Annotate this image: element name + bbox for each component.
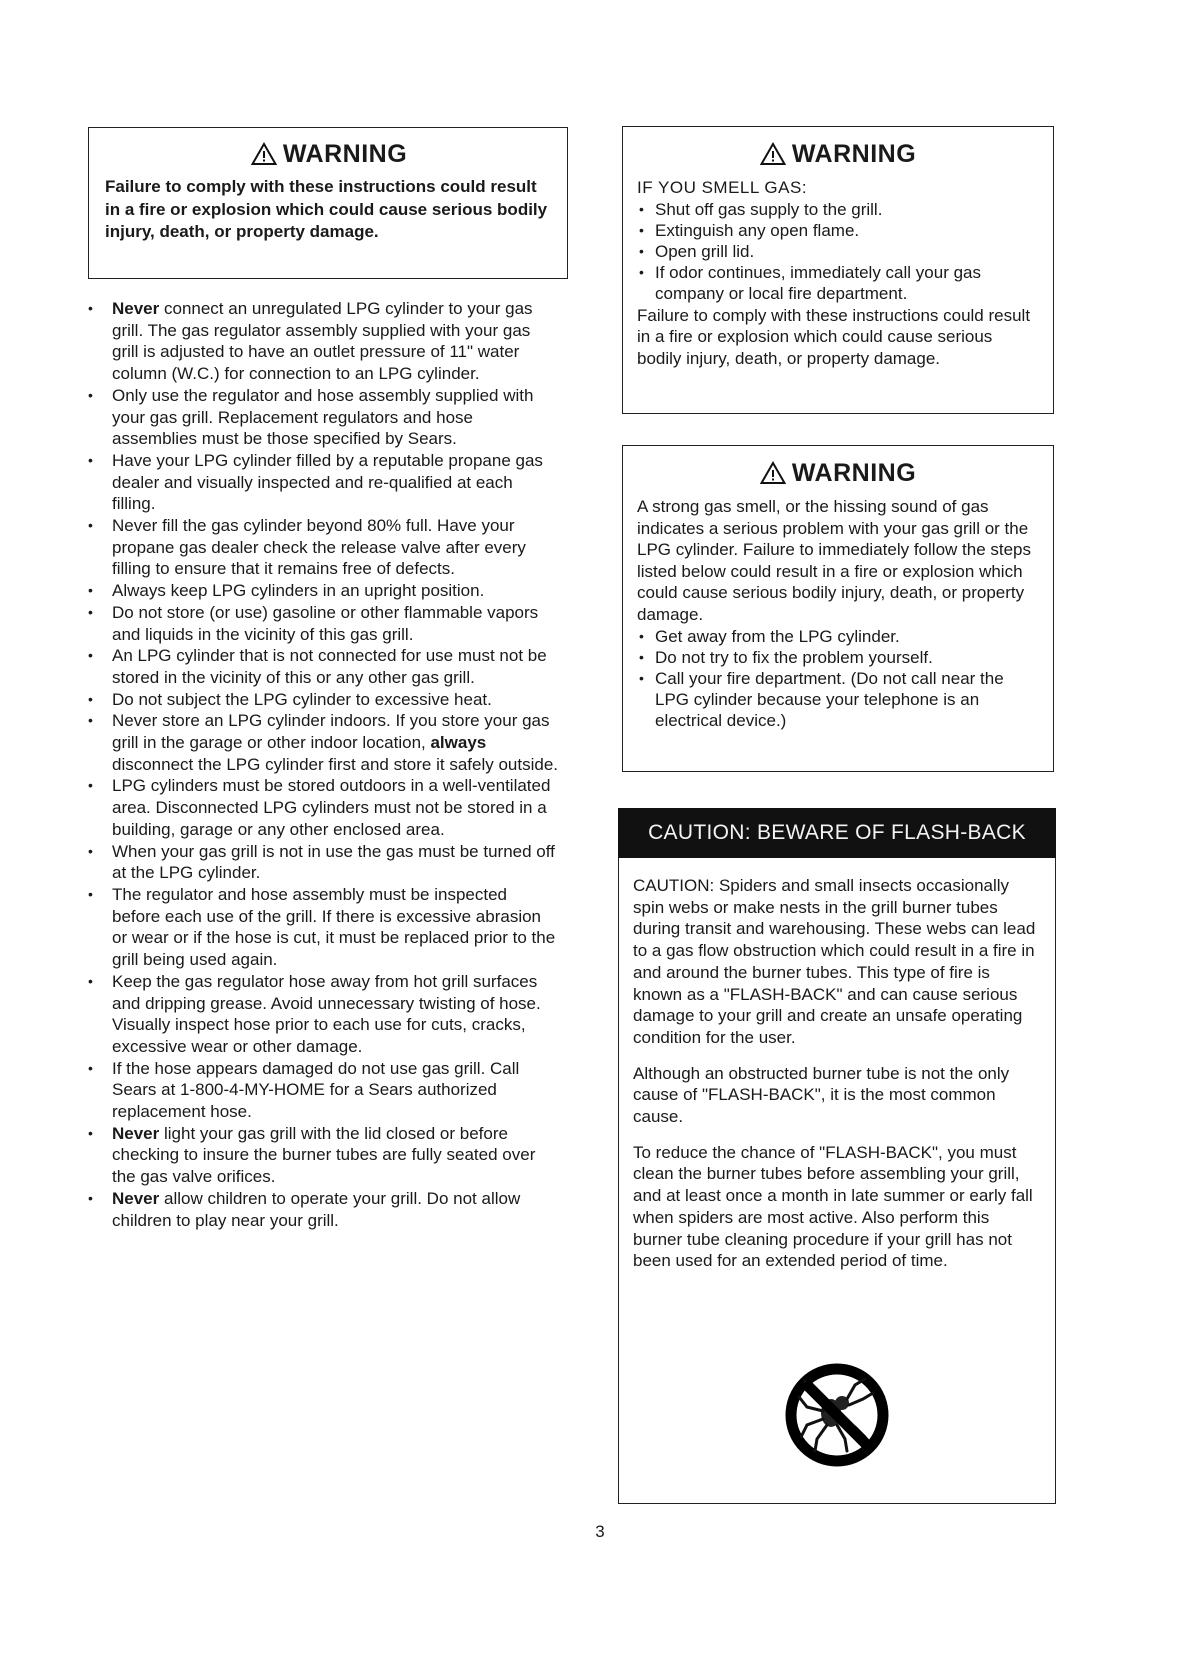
- strong-gas-bullet-list: [637, 626, 1039, 732]
- smell-gas-bullet: [637, 241, 1039, 262]
- warning-title: [637, 452, 1039, 494]
- bullet-text: Never fill the gas cylinder beyond 80% full. Have your propane gas dealer check the release valve after every filling to ensure that it remains free of defects.: [112, 516, 526, 579]
- bullet-text: Do not subject the LPG cylinder to excessive heat.: [112, 689, 492, 709]
- caution-text: Spiders and small insects occasionally spin webs or make nests in the grill burner tubes during transit and warehousing. These webs can lead to a gas flow obstruction which could result in a fire in and around the burner tubes. This type of fire is known as a "FLASH-BACK" and can cause serious damage to your grill and create an unsafe operating condition for the user.: [633, 876, 1036, 1047]
- caution-label: CAUTION:: [633, 876, 715, 895]
- safety-bullet: [84, 710, 558, 775]
- bullet-text: Keep the gas regulator hose away from hot grill surfaces and dripping grease. Avoid unnecessary twisting of hose. Visually inspect hose prior to each use for cuts, cracks, excessive wear or other damage.: [112, 971, 541, 1056]
- bullet-text: If odor continues, immediately call your gas company or local fire department.: [655, 263, 981, 304]
- warning-triangle-icon: [760, 142, 786, 166]
- warning-triangle-icon: [251, 142, 277, 166]
- smell-gas-failure-text: Failure to comply with these instructions could result in a fire or explosion which could cause serious bodily injury, death, or property damage.: [637, 305, 1031, 368]
- bullet-text: Extinguish any open flame.: [655, 220, 860, 240]
- warning-title-text: WARNING: [791, 139, 917, 168]
- safety-bullet: [84, 450, 558, 515]
- caution-paragraph-1: [633, 875, 1041, 1049]
- bullet-text: Have your LPG cylinder filled by a reputable propane gas dealer and visually inspected and re-qualified at each filling.: [112, 450, 543, 514]
- safety-bullet: [84, 602, 558, 645]
- smell-gas-bullet-list: [637, 199, 1039, 305]
- smell-gas-bullet: [637, 262, 1039, 304]
- bullet-text: light your gas grill with the lid closed or before checking to insure the burner tubes are fully seated over the gas valve orifices.: [112, 1123, 536, 1187]
- bullet-text: allow children to operate your grill. Do not allow children to play near your grill.: [112, 1188, 521, 1230]
- safety-bullet: [84, 515, 558, 580]
- bullet-text: If the hose appears damaged do not use gas grill. Call Sears at 1-800-4-MY-HOME for a Sears authorized replacement hose.: [112, 1058, 520, 1122]
- strong-gas-smell-text: A strong gas smell, or the hissing sound of gas indicates a serious problem with your gas grill or the LPG cylinder. Failure to immediately follow the steps listed below could result in a fire or explosion which could cause serious bodily injury, death, or property damage.: [637, 497, 1032, 624]
- bullet-text: Do not try to fix the problem yourself.: [655, 647, 933, 667]
- bullet-lead: Never: [112, 1188, 160, 1208]
- bullet-text: Call your fire department. (Do not call near the LPG cylinder because your telephone is an electrical device.): [655, 668, 1004, 731]
- caution-banner: CAUTION: BEWARE OF FLASH-BACK: [618, 808, 1056, 858]
- bullet-text: LPG cylinders must be stored outdoors in a well-ventilated area. Disconnected LPG cylinders must not be stored in a building, garage or any other enclosed area.: [112, 776, 551, 839]
- warning-box-failure: [88, 127, 568, 279]
- strong-gas-bullet: [637, 626, 1039, 647]
- bullet-text: Always keep LPG cylinders in an upright position.: [112, 581, 485, 601]
- safety-bullet: [84, 884, 558, 971]
- safety-bullet: [84, 841, 558, 884]
- warning-title: [105, 138, 553, 170]
- bullet-text: Get away from the LPG cylinder.: [655, 626, 900, 646]
- caution-box-flash-back: [618, 808, 1056, 1504]
- bullet-emphasis: always: [430, 733, 487, 753]
- warning-box-strong-gas-smell: [622, 445, 1054, 772]
- smell-gas-bullet: [637, 220, 1039, 241]
- bullet-text: Never store an LPG cylinder indoors. If you store your gas grill in the garage or other indoor location,: [112, 711, 550, 753]
- warning-title-text: WARNING: [791, 458, 917, 487]
- warning-title: [637, 133, 1039, 175]
- warning-box-smell-gas: [622, 126, 1054, 414]
- bullet-text: The regulator and hose assembly must be inspected before each use of the grill. If there is excessive abrasion or wear or if the hose is cut, it must be replaced prior to the grill being used again.: [112, 884, 556, 970]
- safety-bullet: [84, 1188, 558, 1231]
- warning-title-text: WARNING: [282, 139, 408, 168]
- bullet-lead: Never: [112, 299, 160, 318]
- strong-gas-bullet: [637, 647, 1039, 668]
- caution-paragraph-3: To reduce the chance of "FLASH-BACK", you must clean the burner tubes before assembling your grill, and at least once a month in late summer or early fall when spiders are most active. Also perform this burner tube cleaning procedure if your grill has not been used for an extended period of time.: [633, 1142, 1033, 1271]
- safety-bullet-list: [84, 298, 558, 1231]
- smell-gas-bullet: [637, 199, 1039, 220]
- caution-paragraph-2: Although an obstructed burner tube is not the only cause of "FLASH-BACK", it is the most common cause.: [633, 1063, 1010, 1127]
- bullet-lead: Never: [112, 1123, 160, 1143]
- warning-triangle-icon: [760, 461, 786, 485]
- warning-text: Failure to comply with these instructions could result in a fire or explosion which could cause serious bodily injury, death, or property damage.: [105, 177, 548, 241]
- bullet-text-tail: disconnect the LPG cylinder first and store it safely outside.: [112, 754, 559, 774]
- bullet-text: Only use the regulator and hose assembly supplied with your gas grill. Replacement regulators and hose assemblies must be those specified by Sears.: [112, 385, 534, 449]
- bullet-text: When your gas grill is not in use the gas must be turned off at the LPG cylinder.: [112, 841, 555, 883]
- safety-bullet: [84, 385, 558, 450]
- safety-bullet: [84, 1123, 558, 1188]
- safety-bullet: [84, 645, 558, 688]
- safety-bullet: [84, 775, 558, 840]
- safety-bullet: [84, 298, 558, 385]
- bullet-text: Shut off gas supply to the grill.: [655, 199, 883, 219]
- safety-bullet: [84, 971, 558, 1058]
- safety-bullet: [84, 580, 558, 602]
- no-spider-icon: [785, 1363, 889, 1467]
- smell-gas-heading: IF YOU SMELL GAS:: [637, 178, 808, 197]
- safety-bullet: [84, 689, 558, 711]
- safety-bullet: [84, 1058, 558, 1123]
- bullet-text: Do not store (or use) gasoline or other flammable vapors and liquids in the vicinity of this gas grill.: [112, 602, 539, 644]
- bullet-text: Open grill lid.: [655, 242, 755, 261]
- page-number: 3: [595, 1522, 605, 1541]
- bullet-text: connect an unregulated LPG cylinder to your gas grill. The gas regulator assembly supplied with your gas grill is adjusted to have an outlet pressure of 11" water column (W.C.) for connection to an LPG cylinder.: [112, 299, 533, 384]
- strong-gas-bullet: [637, 668, 1039, 732]
- bullet-text: An LPG cylinder that is not connected for use must not be stored in the vicinity of this or any other gas grill.: [112, 646, 547, 687]
